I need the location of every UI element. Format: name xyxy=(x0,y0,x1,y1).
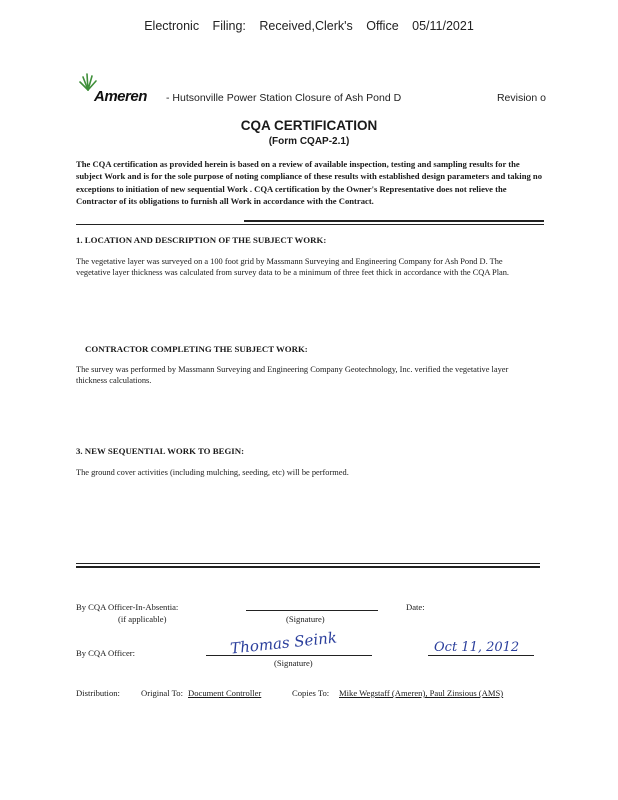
section-body: The ground cover activities (including mulching, seeding, etc) will be performed. xyxy=(76,468,349,477)
section-body: The survey was performed by Massmann Surveying and Engineering Company Geotechnology, Inc. verified the vegetative layer thickness calculations. xyxy=(76,365,509,386)
revision-label: Revision o xyxy=(496,92,546,104)
handwritten-signature: Thomas Seink xyxy=(229,628,338,658)
divider xyxy=(76,566,540,568)
signature-caption: (Signature) xyxy=(286,614,325,624)
divider xyxy=(76,224,544,225)
signature-line xyxy=(206,655,372,656)
officer-label: By CQA Officer: xyxy=(76,648,136,658)
original-to-value: Document Controller xyxy=(188,688,262,698)
copies-to-value: Mike Wegstaff (Ameren), Paul Zinsious (AMS) xyxy=(339,688,504,698)
intro-paragraph: The CQA certification as provided herein is based on a review of available inspection, testing and sampling results for the subject Work and is for the sole purpose of noting compliance of these results with established design parameters and taking no exceptions to initiation of new sequential Work . CQA certification by the Owner's Representative does not relieve the Contractor of its obligations to furnish all Work in accordance with the Contract. xyxy=(76,159,543,206)
date-line xyxy=(428,655,534,656)
handwritten-date: Oct 11, 2012 xyxy=(434,640,520,655)
document-header xyxy=(76,86,546,108)
distribution-label: Distribution: xyxy=(76,688,120,698)
divider xyxy=(244,220,544,222)
form-number: (Form CQAP-2.1) xyxy=(268,136,350,147)
date-label: Date: xyxy=(406,602,425,612)
project-subtitle: - Hutsonville Power Station Closure of Ash Pond D xyxy=(166,92,402,104)
officer-in-absentia-label: By CQA Officer-In-Absentia: xyxy=(76,602,179,612)
section-heading: CONTRACTOR COMPLETING THE SUBJECT WORK: xyxy=(85,344,308,354)
ameren-brand: Ameren xyxy=(94,88,147,105)
section-body: The vegetative layer was surveyed on a 100 foot grid by Massmann Surveying and Engineering Company for Ash Pond D. The vegetative layer thickness was calculated from survey data to be a minimum of three feet thick in accordance with the CQA Plan. xyxy=(76,257,510,278)
page-title: CQA CERTIFICATION xyxy=(240,118,378,133)
if-applicable-label: (if applicable) xyxy=(118,614,167,624)
section-heading: 1. LOCATION AND DESCRIPTION OF THE SUBJECT WORK: xyxy=(76,235,327,245)
signature-caption: (Signature) xyxy=(274,658,313,668)
divider xyxy=(76,563,540,564)
copies-to-label: Copies To: xyxy=(292,688,330,698)
signature-line xyxy=(246,610,378,611)
original-to-label: Original To: xyxy=(141,688,183,698)
filing-stamp: Electronic Filing: Received,Clerk's Office 05/11/2021 xyxy=(144,19,474,33)
section-heading: 3. NEW SEQUENTIAL WORK TO BEGIN: xyxy=(76,446,245,456)
